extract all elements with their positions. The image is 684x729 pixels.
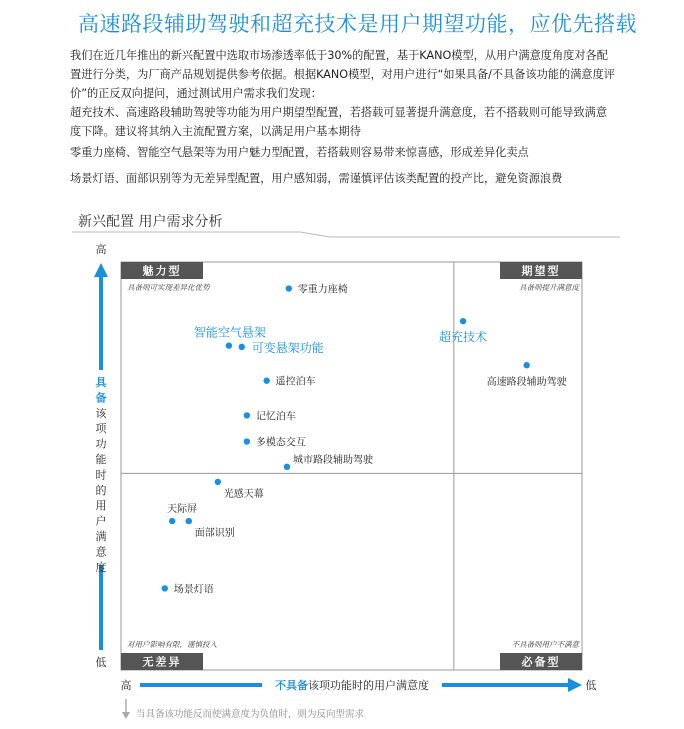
chart-title-underline-bend	[300, 232, 330, 237]
data-point-0	[286, 285, 292, 291]
data-label-11: 面部识别	[194, 528, 235, 540]
y-axis-label-char-6: 时	[95, 468, 107, 482]
data-label-9: 光感天幕	[223, 488, 264, 500]
quadrant-note-1: 具备则提升满意度	[519, 283, 579, 292]
footnote-text: 当具备该功能反而使满意度为负值时，则为反向型需求	[136, 709, 365, 720]
quadrant-note-0: 具备则可实现差异化优势	[127, 283, 210, 292]
data-point-10	[169, 518, 175, 524]
y-axis-arrow-head	[94, 263, 108, 277]
y-axis-label-char-0: 具	[95, 376, 107, 389]
y-axis-label-char-7: 的	[95, 483, 107, 497]
data-point-1	[460, 318, 466, 324]
data-label-6: 记忆泊车	[255, 411, 296, 423]
data-label-1: 超充技术	[439, 330, 488, 345]
data-point-12	[162, 585, 168, 591]
intro-paragraph: 我们在近几年推出的新兴配置中选取市场渗透率低于30%的配置，基于KANO模型，从用户满意度角度对各配置进行分类，为厂商产品规划提供参考依据。根据KANO模型，对用户进行“如果具备/不具备该功能的满意度评价”的正反双向提问，通过测试用户需求我们发现：	[70, 49, 615, 100]
quadrant-label-3: 必备型	[521, 655, 561, 669]
x-axis-arrow-head	[568, 678, 582, 692]
x-axis-low-label: 低	[585, 679, 597, 692]
y-axis-label-char-1: 备	[95, 391, 107, 405]
y-axis-label-char-3: 项	[95, 422, 107, 436]
data-label-5: 遥控泊车	[275, 376, 316, 388]
data-label-8: 城市路段辅助驾驶	[292, 454, 373, 466]
y-axis-label-char-11: 意	[95, 545, 107, 559]
plot-frame	[121, 262, 582, 670]
data-label-7: 多模态交互	[255, 437, 306, 449]
quadrant-label-1: 期望型	[521, 264, 561, 278]
y-axis-label-char-12: 度	[95, 560, 107, 574]
data-label-2: 智能空气悬架	[193, 325, 266, 340]
y-axis-label-char-2: 该	[95, 406, 107, 420]
x-axis-label	[275, 678, 429, 692]
y-axis-high-label: 高	[95, 243, 107, 256]
indifferent-paragraph: 场景灯语、面部识别等为无差异型配置，用户感知弱，需谨慎评估该类配置的投产比，避免资源浪费	[70, 172, 563, 185]
data-point-4	[523, 362, 529, 368]
data-point-7	[244, 438, 250, 444]
y-axis-label-char-5: 能	[95, 453, 107, 466]
data-point-3	[239, 344, 245, 350]
page-title: 高速路段辅助驾驶和超充技术是用户期望功能，应优先搭载	[78, 12, 637, 36]
x-axis-label-highlight: 不具备	[275, 679, 308, 692]
data-label-12: 场景灯语	[173, 584, 214, 596]
data-point-2	[226, 342, 232, 348]
data-point-9	[215, 479, 221, 485]
x-axis-label-rest: 该项功能时的用户满意度	[308, 679, 429, 692]
attractive-paragraph: 零重力座椅、智能空气悬架等为用户魅力型配置，若搭载则容易带来惊喜感，形成差异化卖点	[70, 146, 529, 159]
footnote-arrow-head	[122, 712, 130, 719]
data-label-4: 高速路段辅助驾驶	[486, 377, 567, 389]
data-point-5	[263, 378, 269, 384]
quadrant-label-2: 无差异	[142, 655, 182, 669]
quadrant-note-3: 不具备则用户不满意	[511, 640, 579, 649]
data-label-0: 零重力座椅	[297, 284, 348, 296]
y-axis-low-label: 低	[95, 656, 107, 669]
data-point-6	[244, 412, 250, 418]
y-axis-label-char-8: 用	[95, 499, 107, 513]
data-point-8	[284, 464, 290, 470]
y-axis-label-char-4: 功	[95, 437, 107, 451]
data-point-11	[186, 518, 192, 524]
y-axis-label-char-9: 户	[95, 514, 107, 528]
x-axis-high-label: 高	[120, 679, 132, 692]
quadrant-label-0: 魅力型	[142, 264, 182, 278]
y-axis-label-char-10: 满	[95, 530, 107, 543]
expected-paragraph: 超充技术、高速路段辅助驾驶等功能为用户期望型配置，若搭载可显著提升满意度，若不搭载则可能导致满意度下降。建议将其纳入主流配置方案，以满足用户基本期待	[70, 106, 608, 138]
quadrant-note-2: 对用户影响有限，谨慎投入	[127, 640, 217, 649]
data-label-10: 天际屏	[167, 504, 198, 516]
chart-title: 新兴配置 用户需求分析	[78, 214, 223, 230]
data-label-3: 可变悬架功能	[251, 340, 324, 355]
